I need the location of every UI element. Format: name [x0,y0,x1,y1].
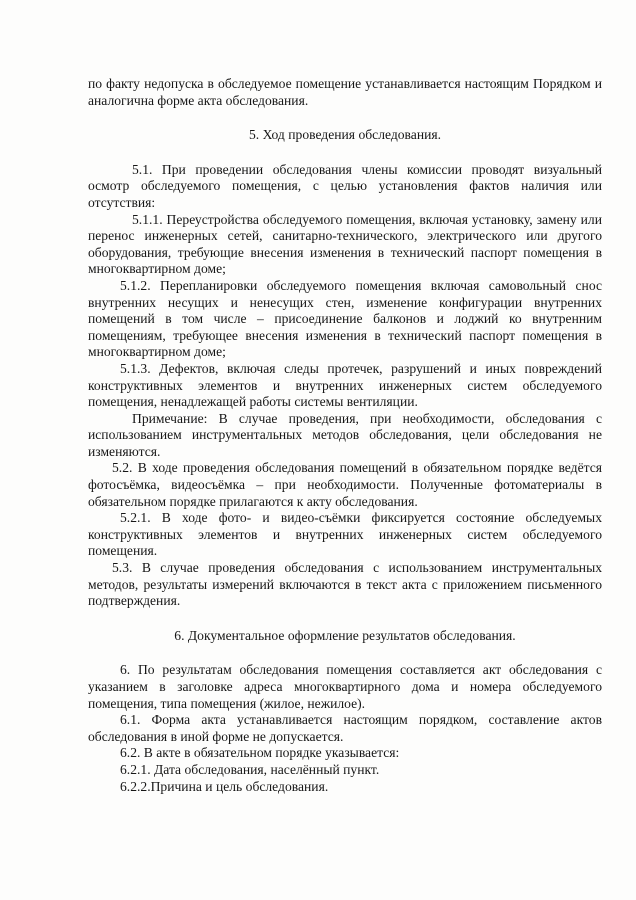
paragraph-5-2-1: 5.2.1. В ходе фото- и видео-съёмки фиксируется состояние обследуемых конструктивных элементов и внутренних инженерных систем обследуемого помещения. [88,510,602,559]
intro-paragraph: по факту недопуска в обследуемое помещение устанавливается настоящим Порядком и аналогична форме акта обследования. [88,76,602,108]
paragraph-5-1: 5.1. При проведении обследования члены комиссии проводят визуальный осмотр обследуемого помещения, с целью установления фактов наличия или отсутствия: [88,161,602,210]
paragraph-5-1-3: 5.1.3. Дефектов, включая следы протечек, разрушений и иных повреждений конструктивных элементов и внутренних инженерных систем обследуемого помещения, ненадлежащей работы системы вентиляции. [88,360,602,410]
document-body [88,76,602,795]
paragraph-note: Примечание: В случае проведения, при необходимости, обследования с использованием инструментальных методов обследования, цели обследования не изменяются. [88,410,602,459]
paragraph-6: 6. По результатам обследования помещения составляется акт обследования с указанием в заголовке адреса многоквартирного дома и номера обследуемого помещения, типа помещения (жилое, нежилое). [88,662,602,711]
paragraph-6-2-1: 6.2.1. Дата обследования, населённый пункт. [120,761,380,777]
paragraph-6-2-2: 6.2.2.Причина и цель обследования. [120,778,329,794]
paragraph-5-1-1: 5.1.1. Переустройства обследуемого помещения, включая установку, замену или перенос инженерных сетей, санитарно-технического, электрического или другого оборудования, требующие внесения изменения в технический паспорт помещения в многоквартирном доме; [88,211,602,277]
paragraph-5-3: 5.3. В случае проведения обследования с использованием инструментальных методов, результаты измерений включаются в текст акта с приложением письменного подтверждения. [88,560,602,609]
section-6-heading: 6. Документальное оформление результатов обследования. [174,627,516,643]
paragraph-6-2: 6.2. В акте в обязательном порядке указывается: [120,745,400,761]
paragraph-6-1: 6.1. Форма акта устанавливается настоящим порядком, составление актов обследования в иной форме не допускается. [88,712,602,744]
paragraph-5-2: 5.2. В ходе проведения обследования помещений в обязательном порядке ведётся фотосъёмка, видеосъёмка – при необходимости. Полученные фотоматериалы в обязательном порядке прилагаются к акту обследования. [88,460,602,509]
section-5-heading: 5. Ход проведения обследования. [248,127,442,143]
paragraph-5-1-2: 5.1.2. Перепланировки обследуемого помещения включая самовольный снос внутренних несущих и ненесущих стен, изменение конфигурации внутренних помещений в том числе – присоединение балконов и лоджий ко внутренним помещениям, требующее внесения изменения в технический паспорт помещения в многоквартирном доме; [88,277,602,360]
